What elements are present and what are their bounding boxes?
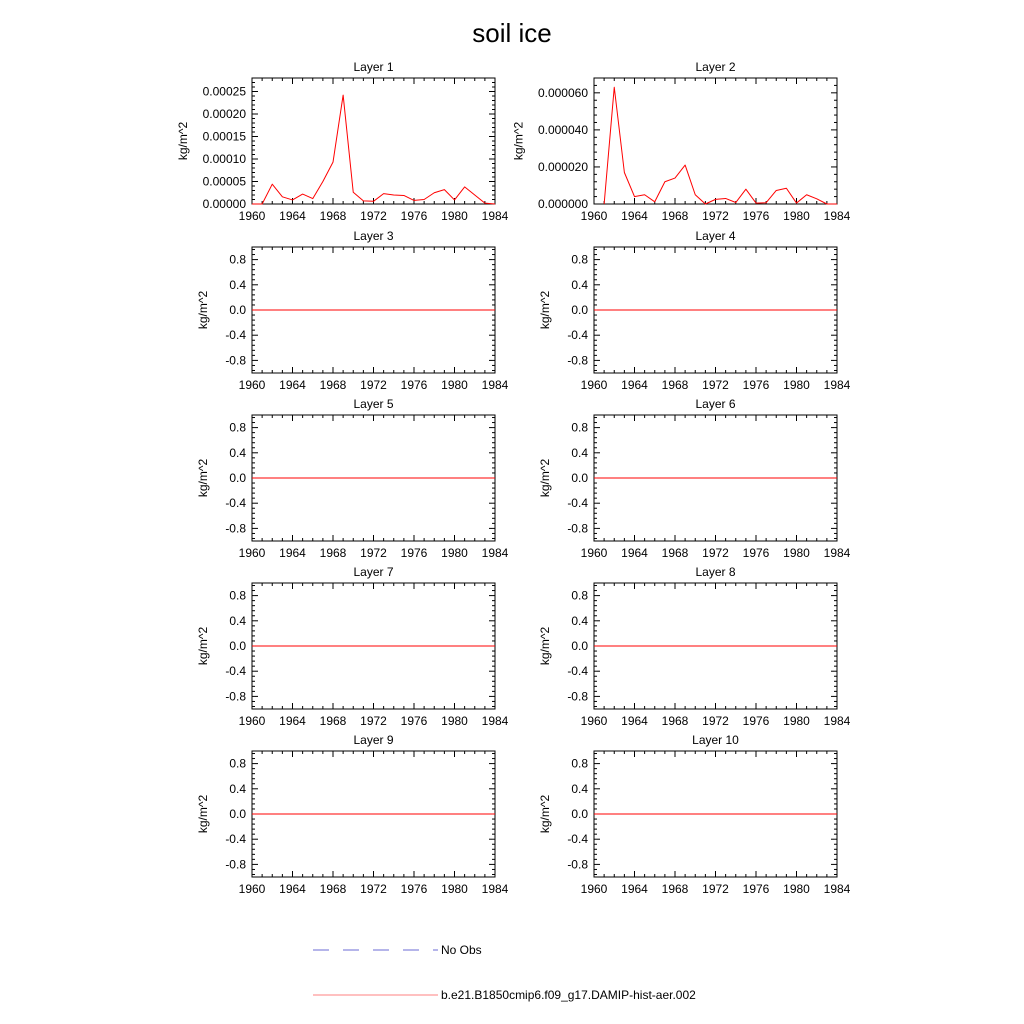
x-tick-label: 1976 xyxy=(400,546,428,560)
y-axis-label: kg/m^2 xyxy=(538,290,553,330)
x-tick-label: 1984 xyxy=(481,882,509,896)
x-tick-label: 1964 xyxy=(621,546,648,560)
panel-layer-4 xyxy=(538,229,850,392)
x-tick-label: 1972 xyxy=(360,209,387,223)
x-tick-label: 1960 xyxy=(238,714,266,728)
panel-title: Layer 1 xyxy=(353,60,394,74)
x-tick-label: 1972 xyxy=(702,378,729,392)
y-tick-label: -0.8 xyxy=(567,521,588,536)
y-tick-label: 0.8 xyxy=(571,588,588,603)
y-axis-label: kg/m^2 xyxy=(176,121,191,161)
x-tick-label: 1964 xyxy=(621,882,648,896)
x-tick-label: 1968 xyxy=(661,882,689,896)
y-tick-label: -0.4 xyxy=(567,328,588,343)
x-tick-label: 1968 xyxy=(319,546,347,560)
y-tick-label: -0.8 xyxy=(225,857,246,872)
y-tick-label: 0.0 xyxy=(229,303,246,317)
x-tick-label: 1964 xyxy=(279,882,306,896)
y-tick-label: 0.000040 xyxy=(537,122,588,137)
panel-title: Layer 6 xyxy=(695,397,736,411)
x-tick-label: 1980 xyxy=(783,378,810,392)
y-tick-label: 0.4 xyxy=(229,613,246,628)
x-tick-label: 1984 xyxy=(823,378,851,392)
panel-title: Layer 9 xyxy=(353,733,394,747)
y-tick-label: 0.00000 xyxy=(202,197,246,211)
y-tick-label: -0.4 xyxy=(567,832,588,847)
y-tick-label: -0.8 xyxy=(567,689,588,704)
legend-label-no-obs: No Obs xyxy=(441,943,482,957)
x-tick-label: 1964 xyxy=(279,546,306,560)
y-tick-label: -0.4 xyxy=(567,496,588,511)
y-tick-label: 0.0 xyxy=(229,639,246,653)
y-tick-label: -0.4 xyxy=(225,496,246,511)
x-tick-label: 1972 xyxy=(702,209,729,223)
x-tick-label: 1960 xyxy=(580,882,608,896)
y-tick-label: 0.8 xyxy=(229,420,246,435)
legend-item-model-run xyxy=(313,988,696,1002)
y-tick-label: 0.0 xyxy=(229,807,246,821)
x-tick-label: 1976 xyxy=(742,209,770,223)
panel-layer-5 xyxy=(196,397,508,560)
y-tick-label: -0.8 xyxy=(567,353,588,368)
x-tick-label: 1984 xyxy=(823,882,851,896)
y-axis-label: kg/m^2 xyxy=(511,121,526,161)
y-tick-label: 0.00005 xyxy=(202,174,246,189)
y-tick-label: 0.0 xyxy=(229,471,246,485)
panels-grid xyxy=(176,60,851,896)
panel-title: Layer 3 xyxy=(353,229,394,243)
panel-title: Layer 8 xyxy=(695,565,736,579)
y-tick-label: 0.8 xyxy=(229,588,246,603)
x-tick-label: 1980 xyxy=(441,714,468,728)
y-tick-label: -0.8 xyxy=(567,857,588,872)
x-tick-label: 1976 xyxy=(742,378,770,392)
x-tick-label: 1968 xyxy=(661,714,689,728)
x-tick-label: 1972 xyxy=(360,714,387,728)
x-tick-label: 1964 xyxy=(621,378,648,392)
x-tick-label: 1976 xyxy=(400,378,428,392)
x-tick-label: 1972 xyxy=(702,882,729,896)
x-tick-label: 1976 xyxy=(742,714,770,728)
y-tick-label: 0.00015 xyxy=(202,129,246,144)
x-tick-label: 1984 xyxy=(481,378,509,392)
x-tick-label: 1968 xyxy=(319,378,347,392)
panel-layer-9 xyxy=(196,733,508,896)
x-tick-label: 1976 xyxy=(742,546,770,560)
x-tick-label: 1984 xyxy=(481,209,509,223)
y-tick-label: 0.00010 xyxy=(202,152,246,166)
panel-layer-2 xyxy=(511,60,850,223)
panel-title: Layer 5 xyxy=(353,397,394,411)
panel-layer-10 xyxy=(538,733,850,896)
panel-title: Layer 2 xyxy=(695,60,736,74)
series-line xyxy=(604,87,837,204)
x-tick-label: 1968 xyxy=(661,546,689,560)
y-tick-label: 0.0 xyxy=(571,303,588,317)
x-tick-label: 1984 xyxy=(481,546,509,560)
y-tick-label: 0.8 xyxy=(571,252,588,267)
y-tick-label: -0.4 xyxy=(225,832,246,847)
series-line xyxy=(252,95,495,204)
x-tick-label: 1976 xyxy=(400,209,428,223)
panel-layer-7 xyxy=(196,565,508,728)
plot-frame xyxy=(252,78,495,204)
x-tick-label: 1984 xyxy=(823,714,851,728)
y-tick-label: 0.0 xyxy=(571,807,588,821)
y-tick-label: 0.000060 xyxy=(537,85,588,100)
x-tick-label: 1976 xyxy=(742,882,770,896)
y-axis-label: kg/m^2 xyxy=(538,794,553,834)
x-tick-label: 1968 xyxy=(319,882,347,896)
x-tick-label: 1976 xyxy=(400,882,428,896)
x-tick-label: 1968 xyxy=(661,209,689,223)
x-tick-label: 1976 xyxy=(400,714,428,728)
legend xyxy=(313,943,696,1002)
y-axis-label: kg/m^2 xyxy=(196,626,211,666)
legend-item-no-obs xyxy=(313,943,482,957)
x-tick-label: 1960 xyxy=(580,378,608,392)
x-tick-label: 1968 xyxy=(319,714,347,728)
y-axis-label: kg/m^2 xyxy=(538,458,553,498)
x-tick-label: 1960 xyxy=(238,209,266,223)
panel-title: Layer 4 xyxy=(695,229,736,243)
y-tick-label: 0.4 xyxy=(571,781,588,796)
y-tick-label: 0.4 xyxy=(229,445,246,460)
y-tick-label: 0.8 xyxy=(229,756,246,771)
x-tick-label: 1968 xyxy=(319,209,347,223)
x-tick-label: 1984 xyxy=(823,546,851,560)
y-axis-label: kg/m^2 xyxy=(538,626,553,666)
plot-frame xyxy=(594,78,837,204)
y-tick-label: 0.4 xyxy=(229,781,246,796)
y-tick-label: 0.4 xyxy=(571,277,588,292)
y-tick-label: -0.4 xyxy=(225,664,246,679)
x-tick-label: 1980 xyxy=(783,882,810,896)
x-tick-label: 1984 xyxy=(481,714,509,728)
y-tick-label: -0.8 xyxy=(225,689,246,704)
y-tick-label: -0.8 xyxy=(225,353,246,368)
y-tick-label: -0.4 xyxy=(567,664,588,679)
y-tick-label: 0.8 xyxy=(571,420,588,435)
x-tick-label: 1964 xyxy=(279,209,306,223)
y-tick-label: 0.00020 xyxy=(202,107,246,121)
y-tick-label: -0.4 xyxy=(225,328,246,343)
y-axis-label: kg/m^2 xyxy=(196,458,211,498)
x-tick-label: 1980 xyxy=(783,714,810,728)
y-tick-label: 0.4 xyxy=(571,613,588,628)
x-tick-label: 1980 xyxy=(441,378,468,392)
y-axis-label: kg/m^2 xyxy=(196,794,211,834)
panel-title: Layer 7 xyxy=(353,565,394,579)
y-tick-label: 0.8 xyxy=(571,756,588,771)
x-tick-label: 1960 xyxy=(580,209,608,223)
x-tick-label: 1964 xyxy=(279,378,306,392)
x-tick-label: 1980 xyxy=(441,209,468,223)
x-tick-label: 1960 xyxy=(238,546,266,560)
y-tick-label: 0.0 xyxy=(571,639,588,653)
x-tick-label: 1960 xyxy=(580,714,608,728)
y-axis-label: kg/m^2 xyxy=(196,290,211,330)
x-tick-label: 1960 xyxy=(238,882,266,896)
x-tick-label: 1972 xyxy=(360,882,387,896)
panel-layer-1 xyxy=(176,60,509,223)
x-tick-label: 1964 xyxy=(621,209,648,223)
panel-title: Layer 10 xyxy=(692,733,739,747)
legend-label-model-run: b.e21.B1850cmip6.f09_g17.DAMIP-hist-aer.002 xyxy=(441,988,696,1002)
x-tick-label: 1972 xyxy=(360,378,387,392)
x-tick-label: 1968 xyxy=(661,378,689,392)
panel-layer-8 xyxy=(538,565,850,728)
x-tick-label: 1964 xyxy=(279,714,306,728)
y-tick-label: 0.000020 xyxy=(537,159,588,174)
y-tick-label: 0.00025 xyxy=(202,84,246,99)
x-tick-label: 1960 xyxy=(580,546,608,560)
x-tick-label: 1980 xyxy=(441,882,468,896)
y-tick-label: -0.8 xyxy=(225,521,246,536)
y-tick-label: 0.0 xyxy=(571,471,588,485)
panel-layer-6 xyxy=(538,397,850,560)
y-tick-label: 0.8 xyxy=(229,252,246,267)
y-tick-label: 0.000000 xyxy=(537,197,588,211)
x-tick-label: 1960 xyxy=(238,378,266,392)
panel-layer-3 xyxy=(196,229,508,392)
x-tick-label: 1980 xyxy=(783,209,810,223)
y-tick-label: 0.4 xyxy=(229,277,246,292)
y-tick-label: 0.4 xyxy=(571,445,588,460)
x-tick-label: 1980 xyxy=(783,546,810,560)
x-tick-label: 1984 xyxy=(823,209,851,223)
figure-title: soil ice xyxy=(472,18,552,48)
x-tick-label: 1964 xyxy=(621,714,648,728)
x-tick-label: 1972 xyxy=(702,546,729,560)
x-tick-label: 1980 xyxy=(441,546,468,560)
x-tick-label: 1972 xyxy=(360,546,387,560)
x-tick-label: 1972 xyxy=(702,714,729,728)
